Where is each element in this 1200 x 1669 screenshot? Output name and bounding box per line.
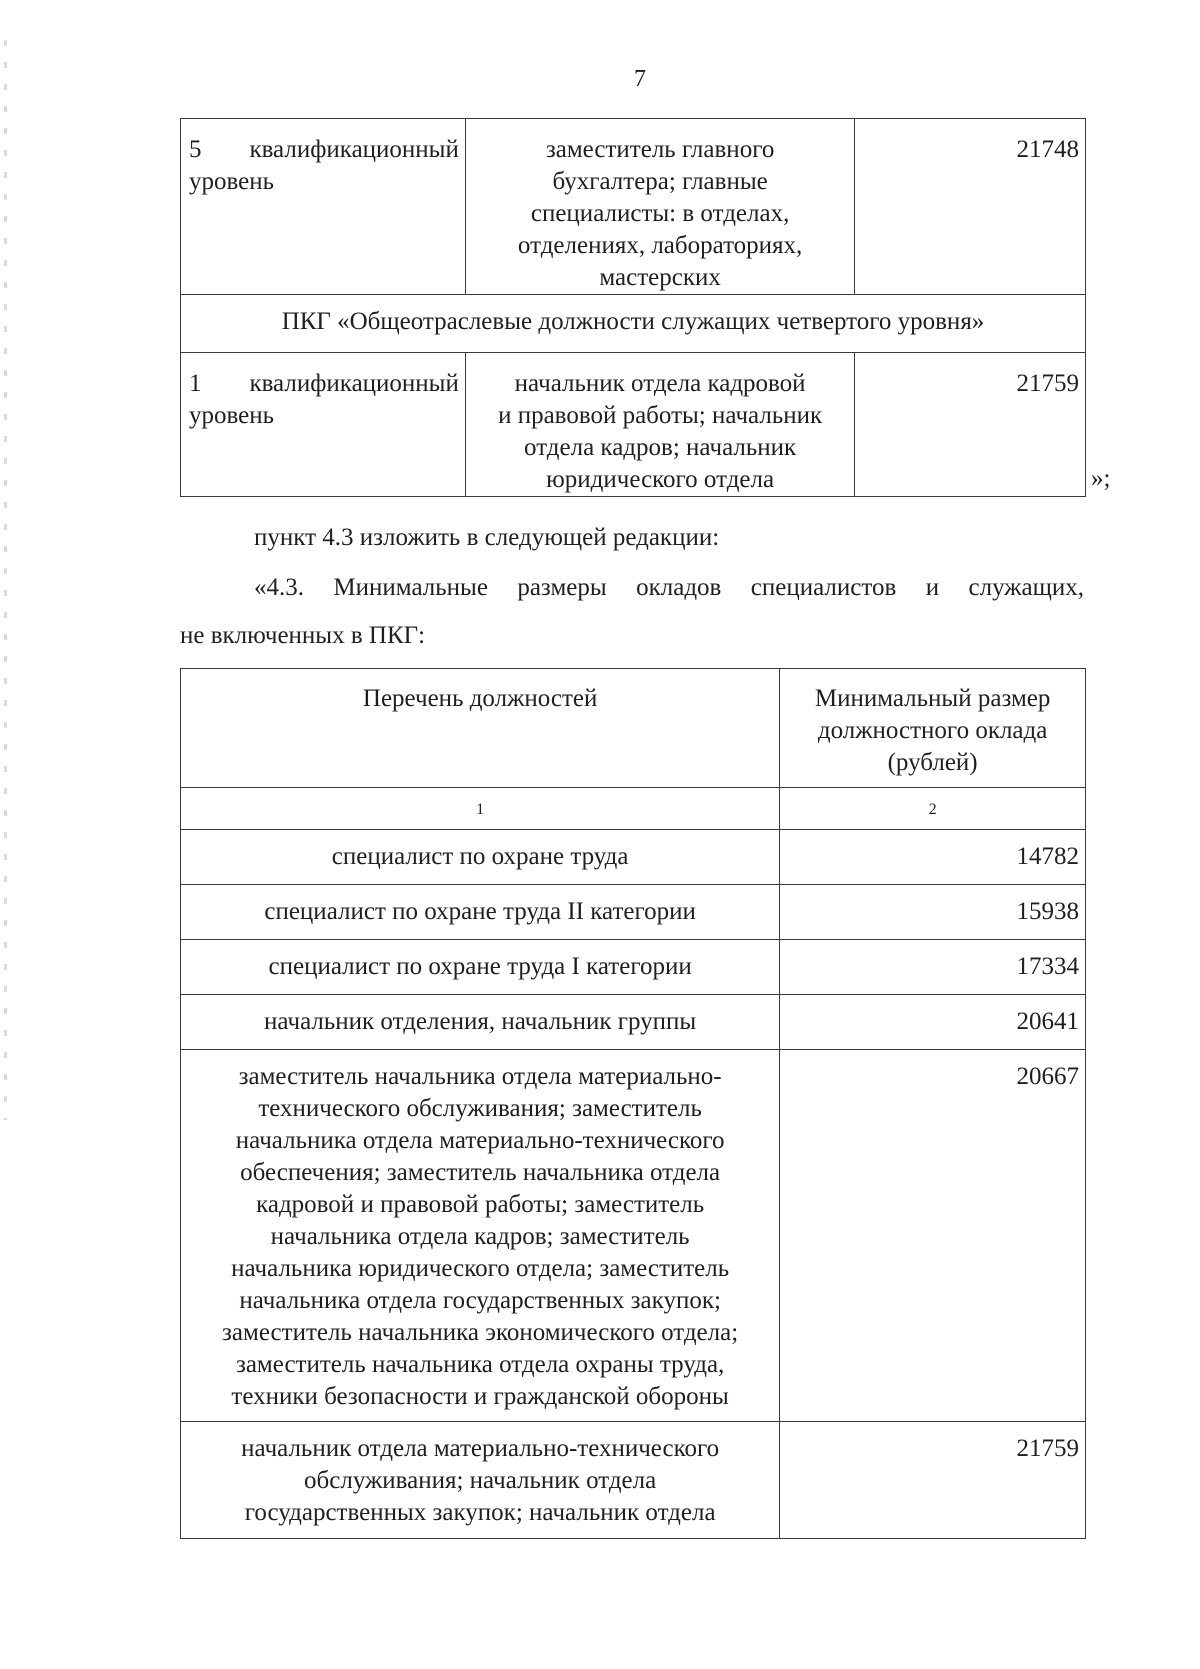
positions-cell bbox=[465, 119, 854, 295]
salary-cell: 14782 bbox=[780, 830, 1086, 885]
amendment-instruction: пункт 4.3 изложить в следующей редакции: bbox=[254, 524, 720, 551]
specialists-salary-table bbox=[180, 668, 1086, 1539]
text-line: кадровой и правовой работы; заместитель bbox=[256, 1191, 705, 1218]
position-cell bbox=[181, 1050, 780, 1422]
text-line: бухгалтера; главные bbox=[552, 168, 768, 195]
salary-cell: 21759 bbox=[855, 353, 1086, 497]
column-number-row bbox=[181, 788, 1086, 830]
text-line: юридического отдела bbox=[546, 466, 775, 493]
position-cell bbox=[181, 1422, 780, 1539]
header-positions-list: Перечень должностей bbox=[181, 669, 780, 788]
qualification-level-cell bbox=[181, 119, 466, 295]
table-row bbox=[181, 940, 1086, 995]
text-line: (рублей) bbox=[887, 749, 978, 776]
table-row bbox=[181, 1422, 1086, 1539]
column-number: 2 bbox=[780, 788, 1086, 830]
group-header-row bbox=[181, 295, 1086, 353]
scan-edge-marks bbox=[4, 40, 7, 1120]
text-line: заместитель начальника отдела охраны труда, bbox=[235, 1351, 725, 1378]
text-line: заместитель главного bbox=[545, 136, 775, 163]
text-line: отдела кадров; начальник bbox=[524, 434, 797, 461]
salary-cell: 20667 bbox=[780, 1050, 1086, 1422]
text-line: начальник отдела материально-технического bbox=[241, 1435, 720, 1462]
table-row bbox=[181, 885, 1086, 940]
text-line: технического обслуживания; заместитель bbox=[258, 1095, 702, 1122]
table-row bbox=[181, 353, 1086, 497]
salary-cell: 21748 bbox=[855, 119, 1086, 295]
table-row bbox=[181, 119, 1086, 295]
column-number: 1 bbox=[181, 788, 780, 830]
level-number: 5 bbox=[189, 136, 202, 163]
page-number: 7 bbox=[634, 66, 646, 92]
text-line: техники безопасности и гражданской обороны bbox=[231, 1383, 729, 1410]
text-line: заместитель начальника экономического отдела; bbox=[222, 1319, 739, 1346]
header-row bbox=[181, 669, 1086, 788]
table-row bbox=[181, 830, 1086, 885]
level-suffix: уровень bbox=[189, 402, 275, 429]
text-line: начальника юридического отдела; заместитель bbox=[231, 1255, 730, 1282]
text-line: заместитель начальника отдела материально- bbox=[238, 1063, 722, 1090]
position-cell: специалист по охране труда bbox=[181, 830, 780, 885]
level-number: 1 bbox=[189, 370, 202, 397]
text-line: отделениях, лабораториях, bbox=[517, 232, 803, 259]
closing-quote-mark: »; bbox=[1091, 465, 1111, 492]
level-word: квалификационный bbox=[249, 136, 459, 163]
text-line: должностного оклада bbox=[817, 717, 1048, 744]
text-line: начальник отдела кадровой bbox=[514, 370, 806, 397]
text-line: Минимальный размер bbox=[814, 685, 1051, 712]
text-line: начальника отдела кадров; заместитель bbox=[270, 1223, 690, 1250]
salary-cell: 21759 bbox=[780, 1422, 1086, 1539]
text-line: и правовой работы; начальник bbox=[498, 402, 823, 429]
positions-cell bbox=[465, 353, 854, 497]
clause-4-3-heading: «4.3. Минимальные размеры окладов специалистов и служащих, bbox=[254, 574, 1084, 601]
position-cell: специалист по охране труда I категории bbox=[181, 940, 780, 995]
table-row bbox=[181, 1050, 1086, 1422]
text-line: обеспечения; заместитель начальника отдела bbox=[240, 1159, 721, 1186]
text-line: начальника отдела государственных закупок; bbox=[239, 1287, 721, 1314]
text-line: специалисты: в отделах, bbox=[530, 200, 790, 227]
position-cell: начальник отделения, начальник группы bbox=[181, 995, 780, 1050]
salary-cell: 17334 bbox=[780, 940, 1086, 995]
clause-4-3-heading-continued: не включенных в ПКГ: bbox=[180, 622, 426, 649]
salary-cell: 15938 bbox=[780, 885, 1086, 940]
pkg-group-title: ПКГ «Общеотраслевые должности служащих четвертого уровня» bbox=[181, 295, 1086, 353]
text-line: обслуживания; начальник отдела bbox=[304, 1467, 657, 1494]
level-suffix: уровень bbox=[189, 168, 275, 195]
header-min-salary bbox=[780, 669, 1086, 788]
table-row bbox=[181, 995, 1086, 1050]
level-word: квалификационный bbox=[249, 370, 459, 397]
text-line: государственных закупок; начальник отдела bbox=[244, 1499, 716, 1526]
salary-cell: 20641 bbox=[780, 995, 1086, 1050]
position-cell: специалист по охране труда II категории bbox=[181, 885, 780, 940]
text-line: начальника отдела материально-технического bbox=[235, 1127, 725, 1154]
qualification-level-cell bbox=[181, 353, 466, 497]
text-line: мастерских bbox=[599, 264, 721, 291]
pkg-salary-table-continued bbox=[180, 118, 1086, 497]
